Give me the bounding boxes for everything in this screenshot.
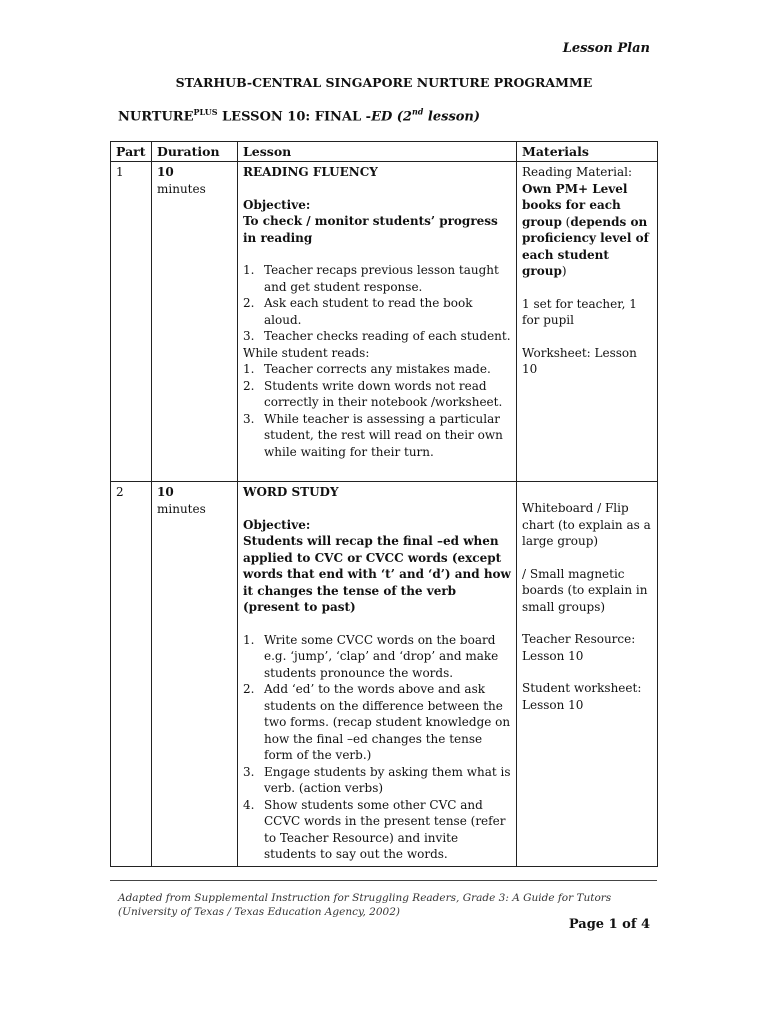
table-row bbox=[111, 482, 658, 867]
duration-value: 10 bbox=[157, 165, 174, 179]
part-cell: 1 bbox=[111, 162, 152, 482]
footer-divider bbox=[110, 880, 657, 881]
steps-list bbox=[243, 262, 511, 345]
lesson-title-prefix: NURTURE bbox=[118, 109, 194, 125]
while-label: While student reads: bbox=[243, 345, 370, 360]
list-item: 2. Add ‘ed’ to the words above and ask students on the difference between the two forms. (recap student knowledge on how the final –ed changes the tense form of the verb.) bbox=[243, 682, 511, 762]
lesson-cell bbox=[238, 482, 517, 867]
list-item: 2. Ask each student to read the book aloud. bbox=[243, 296, 473, 327]
lesson-title-ed: ED (2 bbox=[371, 109, 412, 125]
footer-citation: Adapted from Supplemental Instruction for Struggling Readers, Grade 3: A Guide for Tutors (University of Texas / Texas Education Agency, 2002) bbox=[118, 892, 612, 918]
steps-list bbox=[243, 632, 511, 863]
header-lesson: Lesson bbox=[238, 142, 517, 162]
while-steps-list bbox=[243, 361, 511, 460]
page-title: STARHUB-CENTRAL SINGAPORE NURTURE PROGRAMME bbox=[175, 75, 593, 90]
table-row bbox=[111, 162, 658, 482]
lesson-title-sup: PLUS bbox=[193, 107, 218, 117]
objective-text: Students will recap the final –ed when applied to CVC or CVCC words (except words that end with ‘t’ and ‘d’) and how it changes the tense of the verb (present to past) bbox=[243, 534, 511, 614]
lesson-cell bbox=[238, 162, 517, 482]
page-number: Page 1 of 4 bbox=[568, 917, 650, 932]
duration-unit: minutes bbox=[157, 501, 206, 516]
material-item: Reading Material: Own PM+ Level books for each group (depends on proficiency level of each student group) bbox=[522, 165, 649, 278]
header-part: Part bbox=[111, 142, 152, 162]
list-item: 3. While teacher is assessing a particular student, the rest will read on their own while waiting for their turn. bbox=[243, 411, 503, 459]
material-item: Worksheet: Lesson 10 bbox=[522, 345, 637, 376]
lesson-plan-table bbox=[110, 141, 658, 867]
duration-cell bbox=[152, 162, 238, 482]
material-item: Whiteboard / Flip chart (to explain as a large group) bbox=[522, 501, 651, 548]
material-item: Teacher Resource: Lesson 10 bbox=[522, 632, 636, 663]
header-materials: Materials bbox=[517, 142, 658, 162]
list-item: 3. Teacher checks reading of each student. bbox=[243, 329, 511, 343]
material-item: Student worksheet: Lesson 10 bbox=[522, 681, 642, 712]
objective-label: Objective: bbox=[243, 517, 311, 532]
list-item: 1. Write some CVCC words on the board e.g. ‘jump’, ‘clap’ and ‘drop’ and make students pronounce the words. bbox=[243, 632, 499, 680]
header-duration: Duration bbox=[152, 142, 238, 162]
material-item: / Small magnetic boards (to explain in small groups) bbox=[522, 566, 648, 614]
list-item: 1. Teacher corrects any mistakes made. bbox=[243, 362, 491, 376]
lesson-heading: WORD STUDY bbox=[243, 485, 339, 499]
material-item: 1 set for teacher, 1 for pupil bbox=[522, 296, 637, 327]
lesson-title bbox=[118, 107, 480, 124]
materials-cell bbox=[517, 482, 658, 867]
list-item: 1. Teacher recaps previous lesson taught and get student response. bbox=[243, 263, 499, 294]
list-item: 3. Engage students by asking them what is verb. (action verbs) bbox=[243, 764, 511, 795]
materials-cell bbox=[517, 162, 658, 482]
list-item: 4. Show students some other CVC and CCVC words in the present tense (refer to Teacher Resource) and invite students to say out the words. bbox=[243, 797, 506, 861]
part-cell: 2 bbox=[111, 482, 152, 867]
objective-label: Objective: bbox=[243, 197, 311, 212]
lesson-heading: READING FLUENCY bbox=[243, 165, 378, 179]
lesson-title-nd: nd bbox=[411, 107, 424, 117]
lesson-title-rest: lesson) bbox=[423, 109, 481, 125]
table-header-row bbox=[111, 142, 658, 162]
document-label: Lesson Plan bbox=[562, 41, 650, 56]
duration-cell bbox=[152, 482, 238, 867]
list-item: 2. Students write down words not read correctly in their notebook /worksheet. bbox=[243, 378, 503, 409]
objective-text: To check / monitor students’ progress in reading bbox=[243, 214, 498, 245]
duration-unit: minutes bbox=[157, 181, 206, 196]
duration-value: 10 bbox=[157, 485, 174, 499]
lesson-title-main: LESSON 10: FINAL - bbox=[217, 109, 372, 125]
